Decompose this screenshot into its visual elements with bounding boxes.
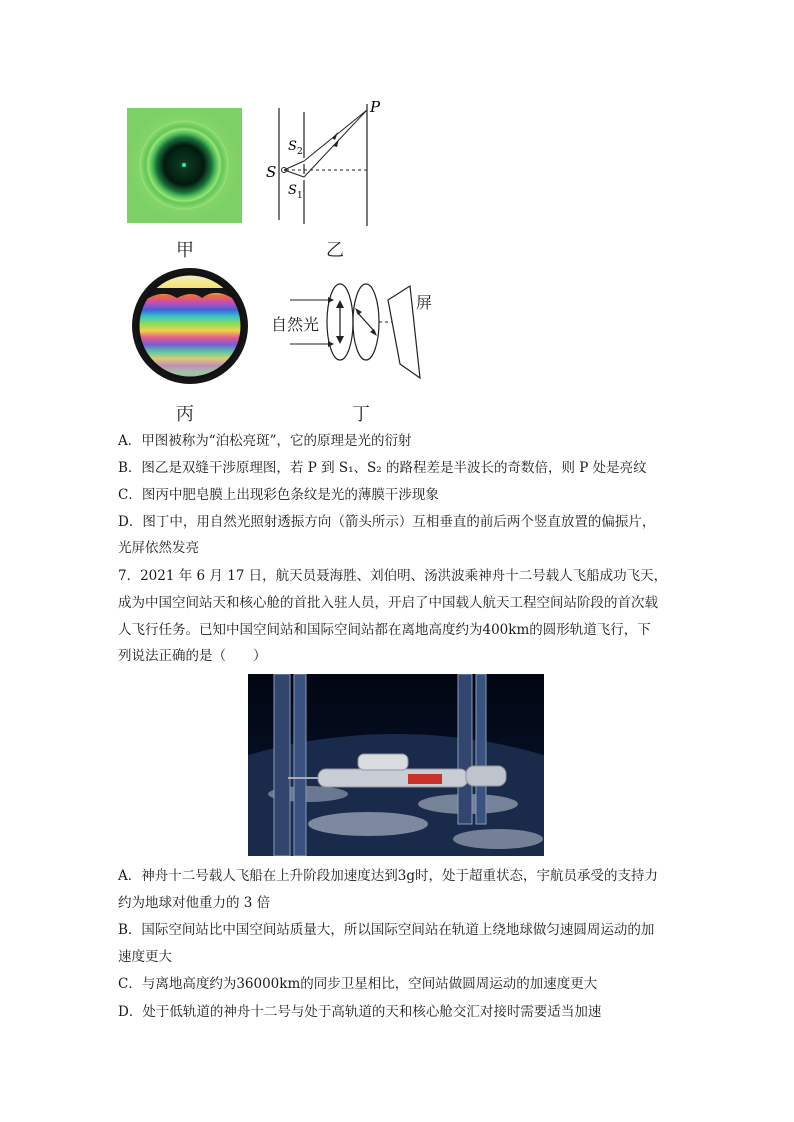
figure-ding-caption: 丁: [352, 404, 370, 425]
figure-yi-caption: 乙: [326, 240, 344, 261]
q7-stem-line-1: 7．2021 年 6 月 17 日，航天员聂海胜、刘伯明、汤洪波乘神舟十二号载人飞船成功飞天，: [118, 568, 668, 584]
label-s1-sub: 1: [297, 191, 303, 201]
figure-bing-image: [132, 268, 248, 384]
q6-option-a: A．甲图被称为“泊松亮斑”，它的原理是光的衍射: [118, 433, 412, 449]
q7-option-d: D．处于低轨道的神舟十二号与处于高轨道的天和核心舱交汇对接时需要适当加速: [118, 1004, 602, 1020]
q7-stem-line-2: 成为中国空间站天和核心舱的首批入驻人员，开启了中国载人航天工程空间站阶段的首次载: [118, 595, 658, 611]
label-s2-sub: 2: [297, 147, 303, 157]
figure-ding-screen-label: 屏: [416, 293, 433, 312]
space-station-photo: [248, 674, 544, 856]
label-s2: S: [288, 139, 297, 154]
q6-option-d-cont: 光屏依然发亮: [118, 540, 199, 556]
q7-option-b-cont: 速度更大: [118, 949, 172, 965]
figure-yi-diagram: [262, 98, 392, 230]
q7-option-b: B．国际空间站比中国空间站质量大，所以国际空间站在轨道上绕地球做匀速圆周运动的加: [118, 922, 655, 938]
q7-stem-line-4: 列说法正确的是（ ）: [118, 648, 267, 664]
label-p: P: [370, 98, 381, 116]
q7-option-a-cont: 约为地球对他重力的 3 倍: [118, 895, 271, 911]
q6-option-c: C．图丙中肥皂膜上出现彩色条纹是光的薄膜干涉现象: [118, 487, 439, 503]
q7-option-a: A．神舟十二号载人飞船在上升阶段加速度达到3g时，处于超重状态，宇航员承受的支持力: [118, 868, 658, 884]
figure-bing-caption: 丙: [176, 404, 194, 425]
q6-option-d: D．图丁中，用自然光照射透振方向（箭头所示）互相垂直的前后两个竖直放置的偏振片，: [118, 514, 656, 530]
label-s1: S: [288, 183, 297, 198]
q6-option-b: B．图乙是双缝干涉原理图，若 P 到 S₁、S₂ 的路程差是半波长的奇数倍，则 P 处是亮纹: [118, 460, 647, 476]
label-s: S: [266, 163, 277, 181]
q7-option-c: C．与离地高度约为36000km的同步卫星相比，空间站做圆周运动的加速度更大: [118, 976, 598, 992]
figure-jia-image: [127, 108, 242, 223]
figure-ding-light-label: 自然光: [271, 315, 320, 334]
q7-stem-line-3: 人飞行任务。已知中国空间站和国际空间站都在离地高度约为400km的圆形轨道飞行，下: [118, 622, 651, 638]
figure-jia-caption: 甲: [176, 240, 194, 261]
